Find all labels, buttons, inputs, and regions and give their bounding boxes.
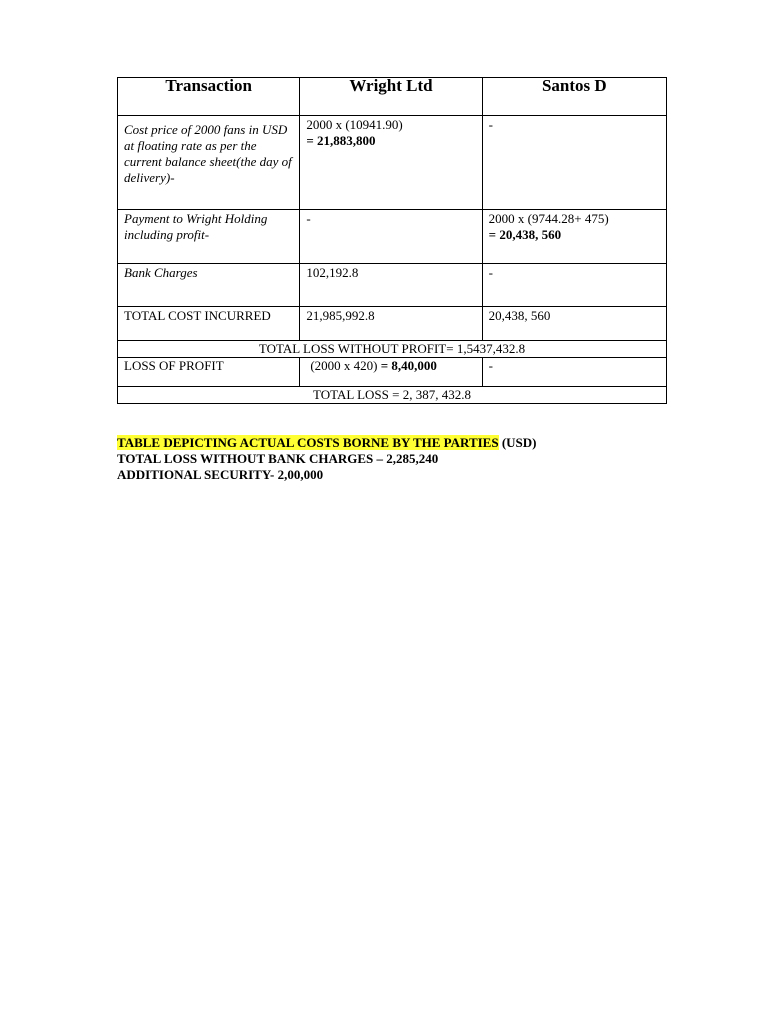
table-row-total-loss-without-profit	[118, 341, 667, 358]
cost-price-wright-formula: 2000 x (10941.90)	[306, 117, 403, 132]
payment-santos-result: = 20,438, 560	[488, 227, 562, 242]
bank-charges-wright: 102,192.8	[300, 264, 482, 307]
loss-of-profit-value: = 8,40,000	[380, 358, 437, 373]
cost-price-label: Cost price of 2000 fans in USD at floating rate as per the current balance sheet(the day of delivery)-	[118, 116, 300, 210]
bank-charges-label: Bank Charges	[118, 264, 300, 307]
loss-of-profit-santos: -	[482, 358, 666, 387]
total-loss: TOTAL LOSS = 2, 387, 432.8	[118, 387, 667, 404]
loss-of-profit-label: LOSS OF PROFIT	[118, 358, 300, 387]
total-cost-label: TOTAL COST INCURRED	[118, 307, 300, 341]
header-santos-d: Santos D	[482, 78, 666, 116]
loss-of-profit-wright	[300, 358, 482, 387]
table-row-total-loss	[118, 387, 667, 404]
additional-security: ADDITIONAL SECURITY- 2,00,000	[117, 467, 324, 482]
table-row-cost-price	[118, 116, 667, 210]
total-loss-without-bank-charges: TOTAL LOSS WITHOUT BANK CHARGES – 2,285,240	[117, 451, 439, 466]
table-row-total-cost	[118, 307, 667, 341]
header-transaction: Transaction	[118, 78, 300, 116]
payment-label: Payment to Wright Holding including profit-	[118, 210, 300, 264]
table-caption	[117, 435, 537, 451]
payment-santos	[482, 210, 666, 264]
cost-table	[117, 77, 667, 404]
payment-wright: -	[300, 210, 482, 264]
table-row-payment	[118, 210, 667, 264]
total-loss-without-profit: TOTAL LOSS WITHOUT PROFIT= 1,5437,432.8	[118, 341, 667, 358]
caption-unit: (USD)	[498, 435, 537, 450]
payment-santos-formula: 2000 x (9744.28+ 475)	[488, 211, 609, 226]
header-wright-ltd: Wright Ltd	[300, 78, 482, 116]
table-row-bank-charges	[118, 264, 667, 307]
bank-charges-santos: -	[482, 264, 666, 307]
notes-block	[117, 435, 537, 483]
cost-price-wright	[300, 116, 482, 210]
caption-highlight: TABLE DEPICTING ACTUAL COSTS BORNE BY THE PARTIES	[117, 435, 499, 450]
table-header-row	[118, 78, 667, 116]
table-row-loss-of-profit	[118, 358, 667, 387]
loss-of-profit-formula: (2000 x 420)	[310, 358, 381, 373]
total-cost-santos: 20,438, 560	[482, 307, 666, 341]
cost-price-santos: -	[482, 116, 666, 210]
cost-price-wright-result: = 21,883,800	[306, 133, 376, 148]
total-cost-wright: 21,985,992.8	[300, 307, 482, 341]
